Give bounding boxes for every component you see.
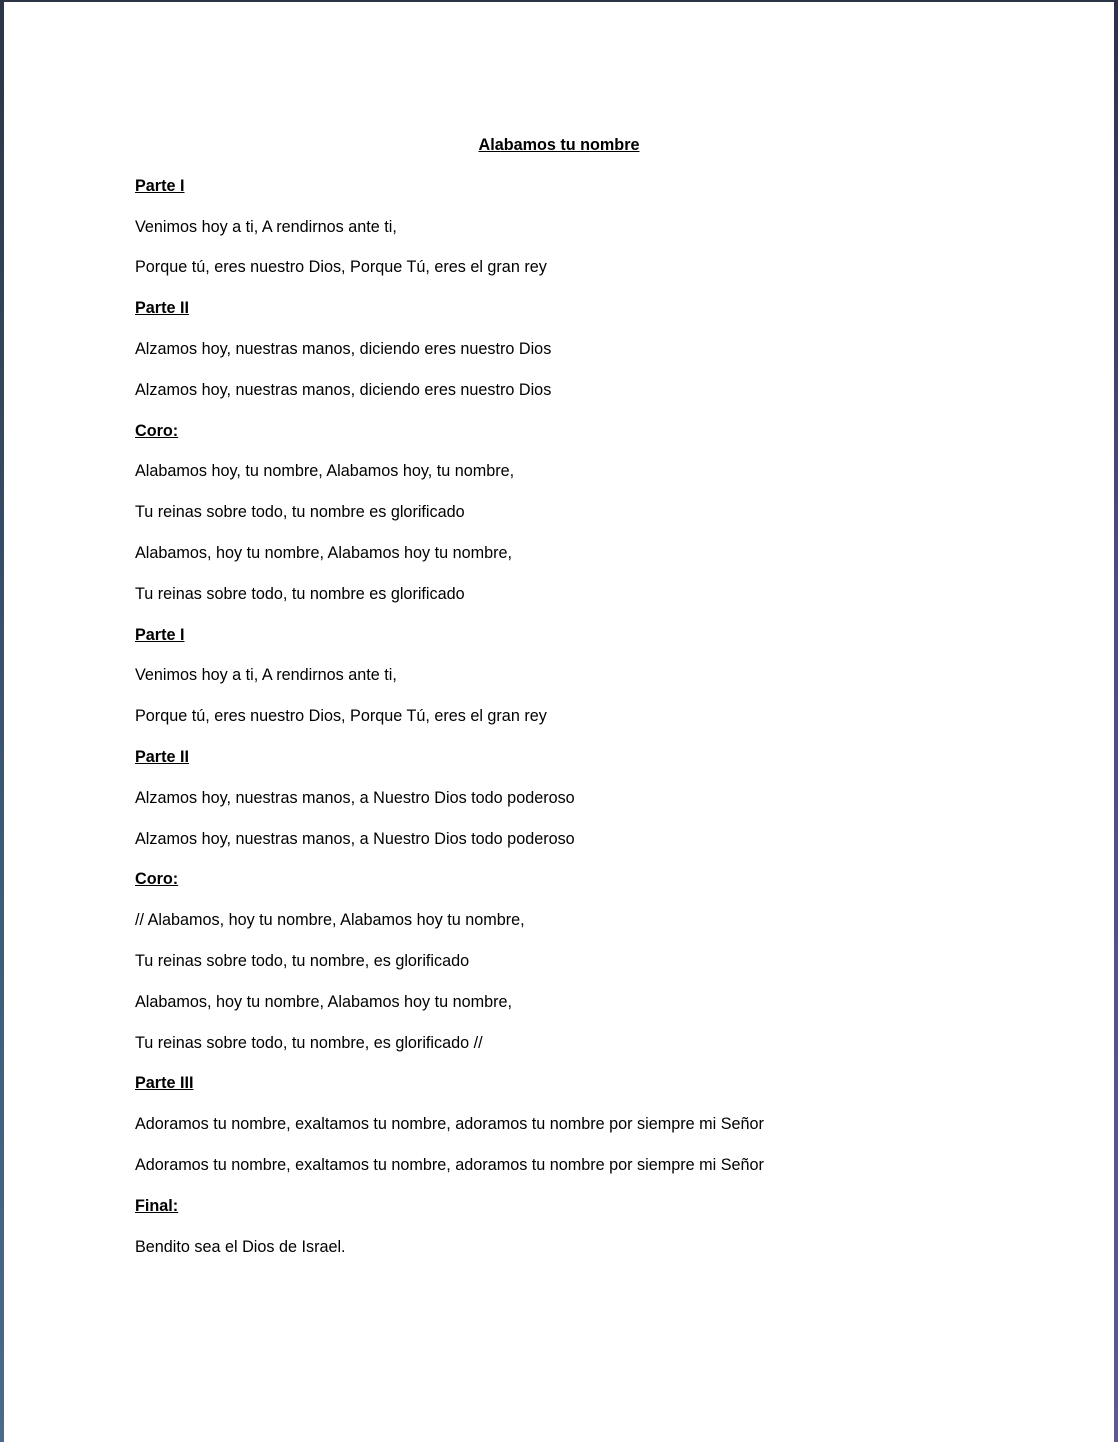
section-heading: Parte III	[135, 1074, 194, 1093]
section-heading: Coro:	[135, 870, 179, 889]
lyric-line: Adoramos tu nombre, exaltamos tu nombre, adoramos tu nombre por siempre mi Señor	[135, 1155, 764, 1174]
section-heading: Parte I	[135, 176, 185, 195]
lyric-line: Porque tú, eres nuestro Dios, Porque Tú, eres el gran rey	[135, 707, 547, 726]
lyric-line: Adoramos tu nombre, exaltamos tu nombre, adoramos tu nombre por siempre mi Señor	[135, 1115, 764, 1134]
lyric-line: Alzamos hoy, nuestras manos, diciendo eres nuestro Dios	[135, 380, 552, 399]
lyric-line: Tu reinas sobre todo, tu nombre, es glorificado	[135, 951, 470, 970]
section-heading: Parte I	[135, 625, 185, 644]
section-heading: Coro:	[135, 421, 179, 440]
lyric-line: Tu reinas sobre todo, tu nombre, es glorificado //	[135, 1033, 483, 1052]
lyric-line: Alabamos hoy, tu nombre, Alabamos hoy, tu nombre,	[135, 462, 515, 481]
lyric-line: Venimos hoy a ti, A rendirnos ante ti,	[135, 666, 397, 685]
lyric-line: Bendito sea el Dios de Israel.	[135, 1237, 346, 1256]
lyric-line: Tu reinas sobre todo, tu nombre es glorificado	[135, 503, 465, 522]
lyric-line: Porque tú, eres nuestro Dios, Porque Tú, eres el gran rey	[135, 258, 547, 277]
lyric-line: // Alabamos, hoy tu nombre, Alabamos hoy tu nombre,	[135, 911, 525, 930]
lyric-line: Alzamos hoy, nuestras manos, a Nuestro Dios todo poderoso	[135, 788, 575, 807]
lyric-line: Alabamos, hoy tu nombre, Alabamos hoy tu nombre,	[135, 543, 513, 562]
lyric-line: Alzamos hoy, nuestras manos, diciendo eres nuestro Dios	[135, 339, 552, 358]
section-heading: Parte II	[135, 747, 189, 766]
section-heading: Parte II	[135, 299, 189, 318]
lyric-line: Alabamos, hoy tu nombre, Alabamos hoy tu nombre,	[135, 992, 513, 1011]
document-content	[135, 125, 1035, 1267]
document-title: Alabamos tu nombre	[478, 136, 640, 154]
document-page	[4, 2, 1114, 1442]
section-heading: Final:	[135, 1196, 179, 1215]
window-edge	[1114, 0, 1118, 1442]
lyric-line: Tu reinas sobre todo, tu nombre es glorificado	[135, 584, 465, 603]
lyric-line: Alzamos hoy, nuestras manos, a Nuestro Dios todo poderoso	[135, 829, 575, 848]
lyric-line: Venimos hoy a ti, A rendirnos ante ti,	[135, 217, 397, 236]
